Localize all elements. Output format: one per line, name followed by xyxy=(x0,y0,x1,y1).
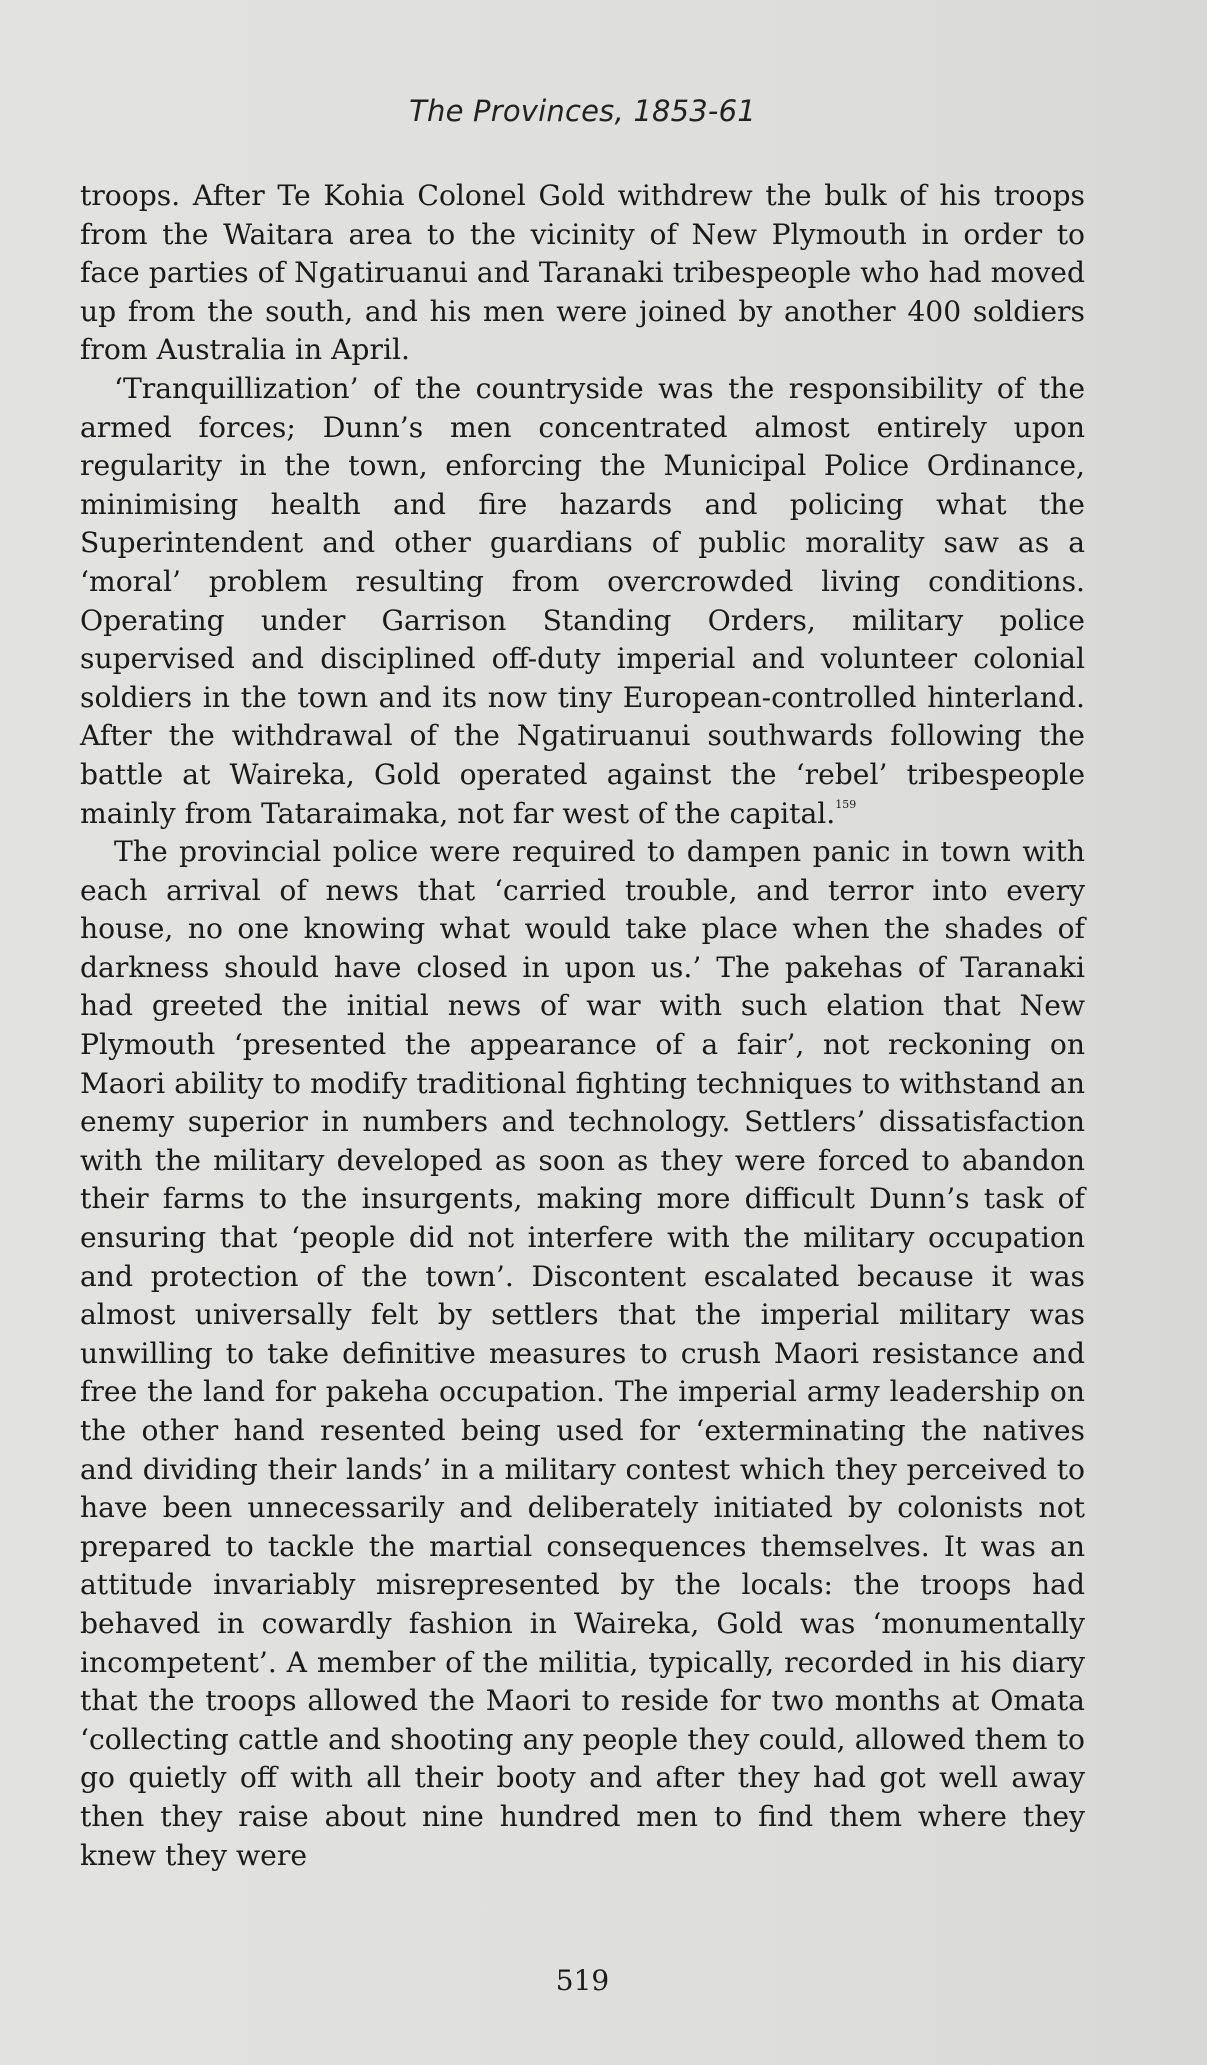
paragraph-1 xyxy=(80,177,1085,370)
paragraph-2 xyxy=(80,370,1085,833)
paragraph-3 xyxy=(80,833,1085,1875)
paragraph-1-text: troops. After Te Kohia Colonel Gold withdrew the bulk of his troops from the Waitara area to the vicinity of New Plymouth in order to face parties of Ngatiruanui and Taranaki tribespeople who had moved up from the south, and his men were joined by another 400 soldiers from Australia in April. xyxy=(80,179,1085,367)
paragraph-3-text: The provincial police were required to dampen panic in town with each arrival of news that ‘carried trouble, and terror into every house, no one knowing what would take place when the shades of darkness should have closed in upon us.’ The pakehas of Taranaki had greeted the initial news of war with such elation that New Plymouth ‘presented the appearance of a fair’, not reckoning on Maori ability to modify traditional fighting techniques to withstand an enemy superior in numbers and technology. Settlers’ dissatisfaction with the military developed as soon as they were forced to abandon their farms to the insurgents, making more difficult Dunn’s task of ensuring that ‘people did not interfere with the military occupation and protection of the town’. Discontent escalated because it was almost universally felt by settlers that the imperial military was unwilling to take definitive measures to crush Maori resistance and free the land for pakeha occupation. The imperial army leadership on the other hand resented being used for ‘exterminating the natives and dividing their lands’ in a military contest which they perceived to have been unnecessarily and deliberately initiated by colonists not prepared to tackle the martial consequences themselves. It was an attitude invariably misrepresented by the locals: the troops had behaved in cowardly fashion in Waireka, Gold was ‘monumentally incompetent’. A member of the militia, typically, recorded in his diary that the troops allowed the Maori to reside for two months at Omata ‘collecting cattle and shooting any people they could, allowed them to go quietly off with all their booty and after they had got well away then they raise about nine hundred men to find them where they knew they were xyxy=(80,835,1085,1872)
running-head: The Provinces, 1853-61 xyxy=(409,94,756,128)
body-text xyxy=(80,177,1085,1875)
paragraph-2-text: ‘Tranquillization’ of the countryside was the responsibility of the armed forces; Dunn’s men concentrated almost entirely upon regularity in the town, enforcing the Municipal Police Ordinance, minimising health and fire hazards and policing what the Superintendent and other guardians of public morality saw as a ‘moral’ problem resulting from overcrowded living conditions. Operating under Garrison Standing Orders, military police supervised and disciplined off-duty imperial and volunteer colonial soldiers in the town and its now tiny European-controlled hinterland. After the withdrawal of the Ngatiruanui southwards following the battle at Waireka, Gold operated against the ‘rebel’ tribespeople mainly from Tataraimaka, not far west of the capital. xyxy=(80,371,1085,830)
page-number: 519 xyxy=(555,1964,610,1997)
footnote-marker: 159 xyxy=(835,798,857,812)
